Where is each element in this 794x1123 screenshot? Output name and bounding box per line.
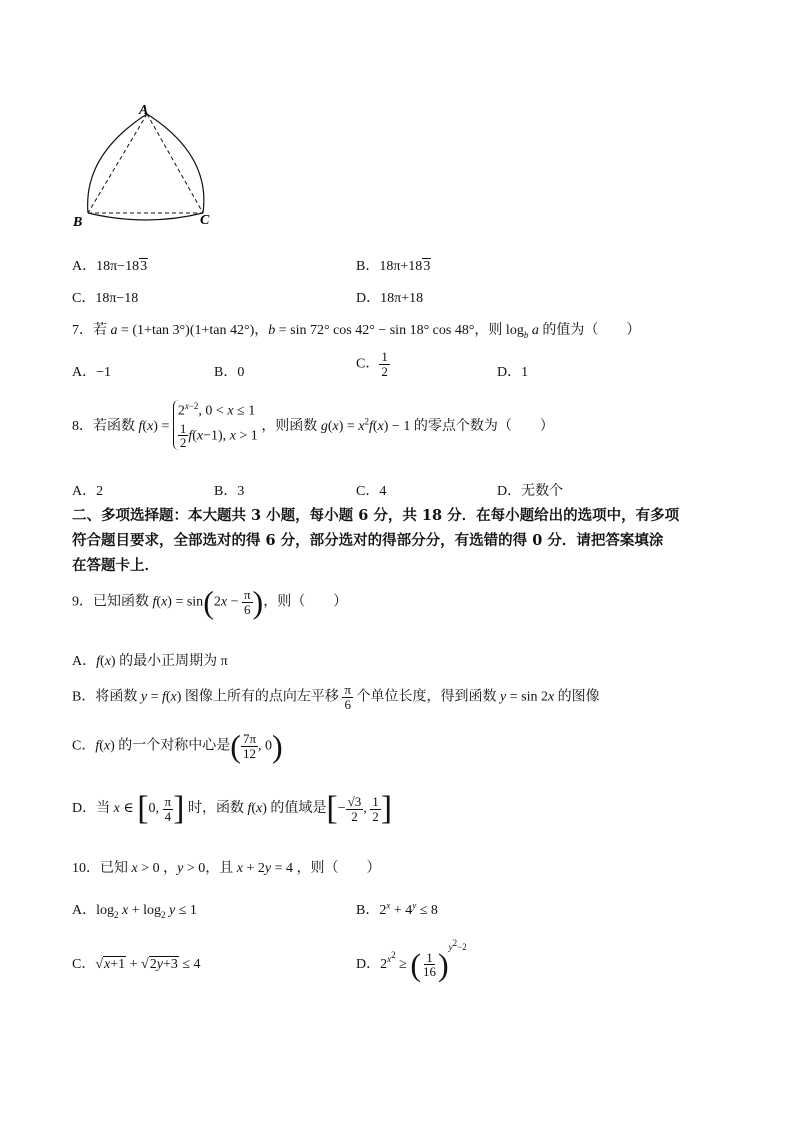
q7-option-d[interactable]: D．1 (497, 365, 529, 380)
q8-option-a[interactable]: A．2 (72, 484, 104, 499)
q7-option-a[interactable]: A．−1 (72, 365, 112, 380)
q8-option-c[interactable]: C．4 (356, 484, 387, 499)
q7-stem: 7．若 a = (1+tan 3°)(1+tan 42°)，b = sin 72° cos 42° − sin 18° cos 48°，则 $\log_b a$ 的值为（ ） (72, 323, 641, 340)
section2-line1: 二、多项选择题：本大题共 3 小题，每小题 6 分，共 18 分．在每小题给出的选项中，有多项 (72, 507, 680, 524)
reuleaux-triangle-figure (66, 100, 226, 235)
q8-option-d[interactable]: D．无数个 (497, 484, 564, 499)
q6-option-b[interactable]: B．18π+183 (356, 259, 431, 274)
q6-option-a[interactable]: A．18π−183 (72, 259, 148, 274)
q10-option-b[interactable]: B．$2^x + 4^y \le 8$ (356, 900, 438, 918)
q6-option-c[interactable]: C．18π−18 (72, 291, 139, 306)
section2-line3: 在答题卡上． (72, 557, 159, 574)
q9-stem: 9．已知函数 f(x) = sin(2x − $\frac{\pi}{6}$ )，则（ ） (72, 584, 348, 620)
q9-option-d[interactable]: D．当 x ∈ [0, $\frac{\pi}{4}$ ] 时，函数 f(x) 的值域是[− $\frac{√3}{2}$ , $\frac{1}{2}$ ] (72, 790, 393, 827)
q8-stem: 8．若函数 f(x) = $2^{x-2}$, 0 < x ≤ 1 $\frac{1}{2}$ f(x−1), x > 1 ，则函数 $g(x) = x^2f(x) - 1$ 的零点个数为（ ） (72, 401, 554, 451)
label-a: A (139, 103, 149, 118)
q8-option-b[interactable]: B．3 (214, 484, 245, 499)
q7-option-c[interactable]: C． $\frac{1}{2}$ (356, 349, 388, 379)
section2-line2: 符合题目要求，全部选对的得 6 分，部分选对的得部分分，有选错的得 0 分．请把答案填涂 (72, 532, 664, 549)
q10-stem: 10．已知 x > 0 ，y > 0，且 x + 2y = 4 ，则（ ） (72, 861, 381, 876)
q10-option-d[interactable]: D．$2^{x^2}$ ≥ ( $\frac{1}{16}$ )$^{y^2-2}$ (356, 938, 467, 983)
q6-option-d[interactable]: D．18π+18 (356, 291, 424, 306)
arc-bc (88, 213, 203, 220)
edge-ab (88, 114, 147, 213)
label-b: B (73, 215, 83, 230)
q10-option-a[interactable]: A．$\log_2 x + \log_2 y \le 1$ (72, 903, 197, 920)
label-c: C (200, 213, 210, 228)
q7-option-b[interactable]: B．0 (214, 365, 245, 380)
q9-option-b[interactable]: B．将函数 y = f(x) 图像上所有的点向左平移 $\frac{\pi}{6}$ 个单位长度，得到函数 y = sin 2x 的图像 (72, 682, 600, 712)
q10-option-c[interactable]: C．√x+1 + √2y+3 ≤ 4 (72, 957, 201, 972)
q9-option-a[interactable]: A．f(x) 的最小正周期为 π (72, 654, 228, 669)
q9-option-c[interactable]: C．f(x) 的一个对称中心是( $\frac{7\pi}{12}$ , 0) (72, 728, 283, 764)
